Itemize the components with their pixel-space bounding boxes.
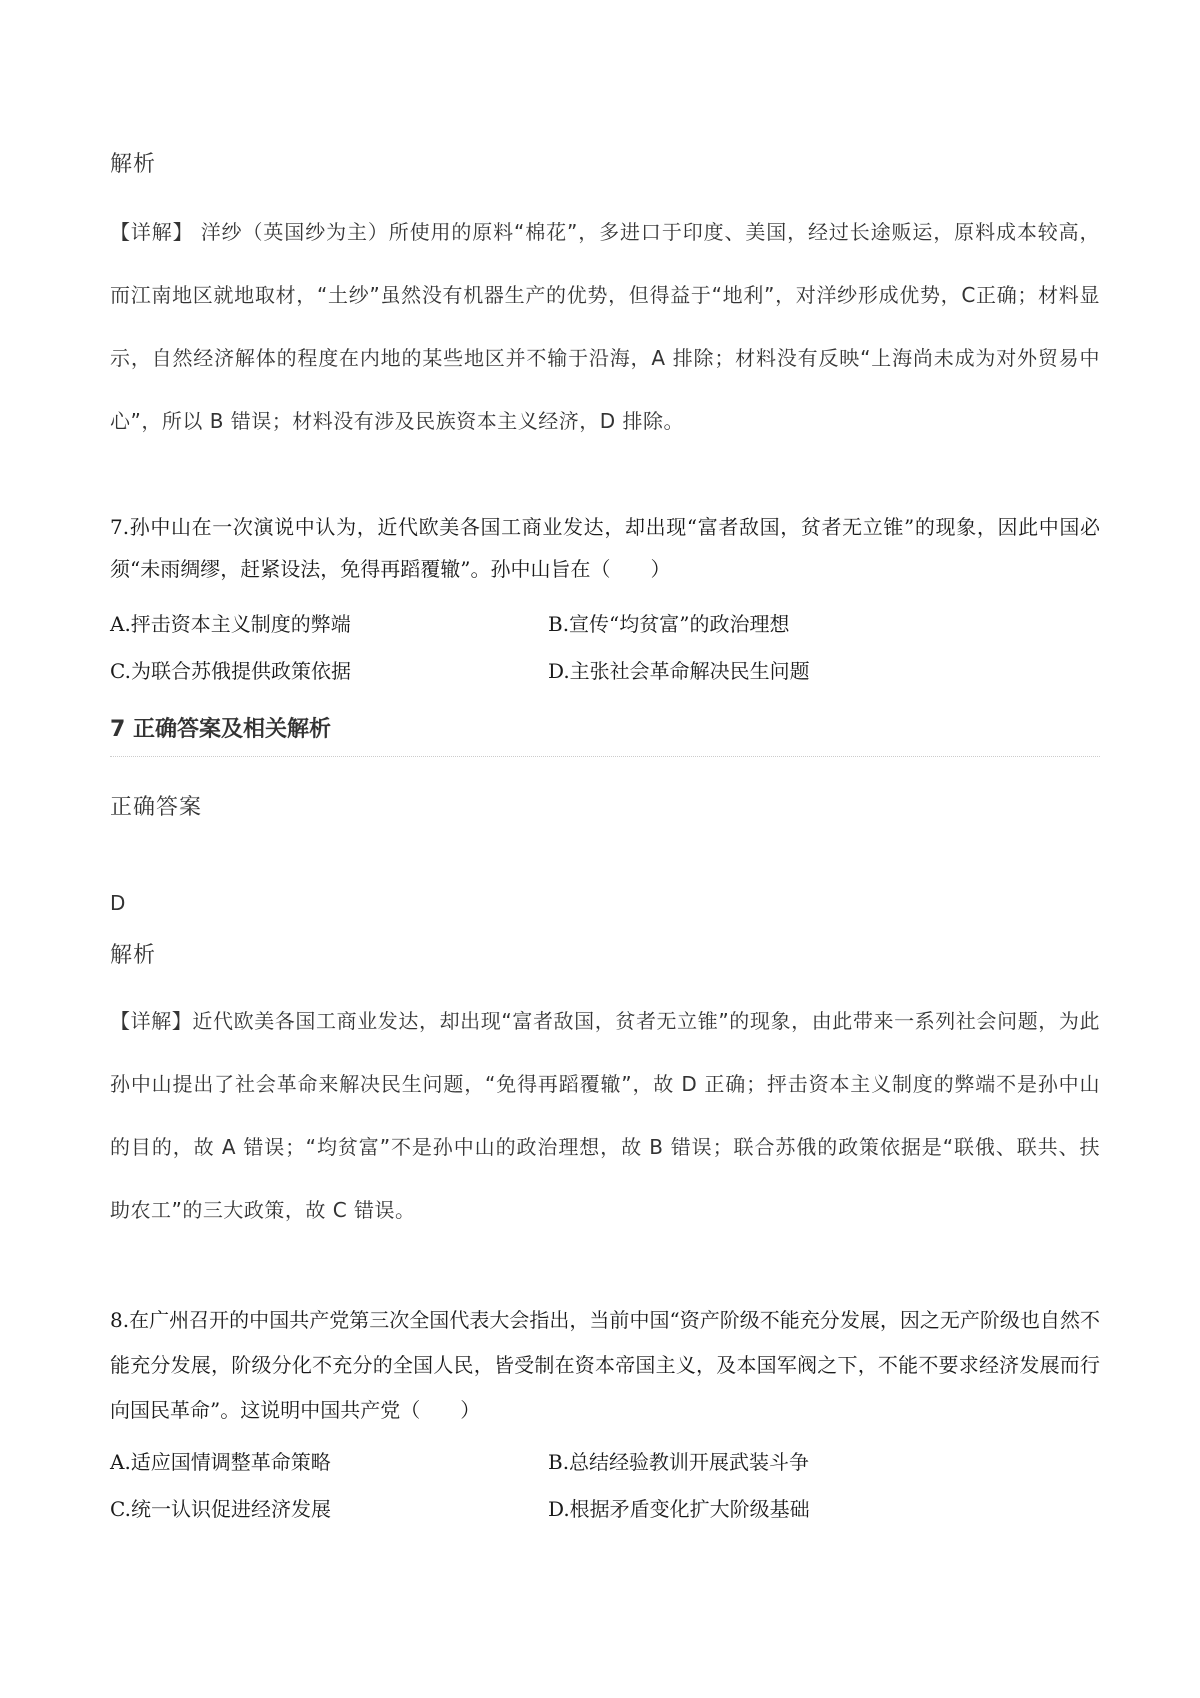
- explanation-paragraph: 【详解】 洋纱（英国纱为主）所使用的原料“棉花”，多进口于印度、美国，经过长途贩运，原料成本较高，而江南地区就地取材，“土纱”虽然没有机器生产的优势，但得益于“地利”，对洋纱形成优势，C正确；材料显示，自然经济解体的程度在内地的某些地区并不输于沿海，A 排除；材料没有反映“上海尚未成为对外贸易中心”，所以 B 错误；材料没有涉及民族资本主义经济，D 排除。: [110, 220, 1100, 433]
- explanation-paragraph: 【详解】近代欧美各国工商业发达，却出现“富者敌国，贫者无立锥”的现象，由此带来一系列社会问题，为此孙中山提出了社会革命来解决民生问题，“免得再蹈覆辙”，故 D 正确；抨击资本主义制度的弊端不是孙中山的目的，故 A 错误；“均贫富”不是孙中山的政治理想，故 B 错误；联合苏俄的政策依据是“联俄、联共、扶助农工”的三大政策，故 C 错误。: [110, 1009, 1100, 1222]
- option-c: C.为联合苏俄提供政策依据: [110, 659, 351, 683]
- question-stem: 8.在广州召开的中国共产党第三次全国代表大会指出，当前中国“资产阶级不能充分发展，因之无产阶级也自然不能充分发展，阶级分化不充分的全国人民，皆受制在资本帝国主义，及本国军阀之下，不能不要求经济发展而行向国民革命”。这说明中国共产党（ ）: [110, 1308, 1100, 1422]
- correct-answer-label: 正确答案: [110, 795, 203, 820]
- section-divider: [110, 756, 1100, 757]
- explanation-label: 解析: [110, 943, 157, 968]
- option-d: D.主张社会革命解决民生问题: [548, 659, 810, 683]
- option-b: B.宣传“均贫富”的政治理想: [548, 612, 790, 636]
- explanation-label: 解析: [110, 152, 157, 177]
- option-b: B.总结经验教训开展武装斗争: [548, 1450, 810, 1474]
- option-a: A.适应国情调整革命策略: [110, 1450, 331, 1474]
- correct-answer-value: D: [110, 891, 126, 915]
- answer-heading: 7 正确答案及相关解析: [110, 717, 331, 742]
- question-stem: 7.孙中山在一次演说中认为，近代欧美各国工商业发达，却出现“富者敌国，贫者无立锥”的现象，因此中国必须“未雨绸缪，赶紧设法，免得再蹈覆辙”。孙中山旨在（ ）: [110, 515, 1100, 581]
- option-a: A.抨击资本主义制度的弊端: [110, 612, 351, 636]
- option-c: C.统一认识促进经济发展: [110, 1497, 331, 1521]
- option-d: D.根据矛盾变化扩大阶级基础: [548, 1497, 810, 1521]
